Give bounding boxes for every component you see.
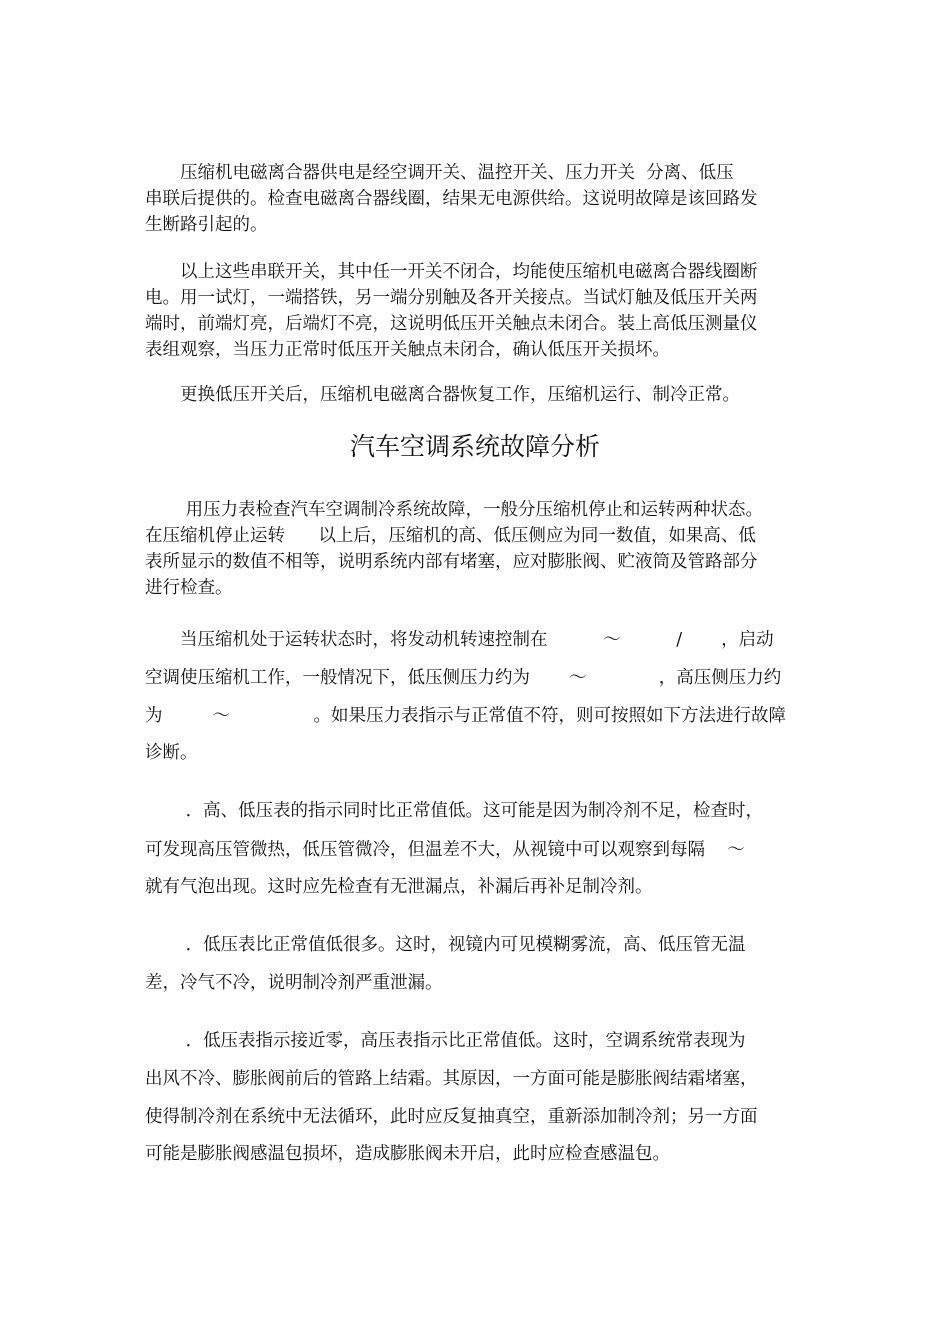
paragraph-2-line-3: 端时，前端灯亮，后端灯不亮，这说明低压开关触点未闭合。装上高低压测量仪	[145, 314, 758, 334]
paragraph-8-line-2: 出风不冷、膨胀阀前后的管路上结霜。其原因，一方面可能是膨胀阀结霜堵塞，	[145, 1069, 758, 1089]
paragraph-6-line-1: ．高、低压表的指示同时比正常值低。这可能是因为制冷剂不足，检查时，	[145, 801, 764, 821]
paragraph-7-line-1: ．低压表比正常值低很多。这时，视镜内可见模糊雾流，高、低压管无温	[145, 935, 746, 955]
paragraph-8-line-4: 可能是膨胀阀感温包损坏，造成膨胀阀未开启，此时应检查感温包。	[145, 1144, 670, 1164]
paragraph-1-line-3: 生断路引起的。	[145, 215, 268, 235]
paragraph-2-line-1: 以上这些串联开关，其中任一开关不闭合，均能使压缩机电磁离合器线圈断	[145, 262, 758, 282]
paragraph-5-line-2: 空调使压缩机工作，一般情况下，低压侧压力约为 ～ ，高压侧压力约	[145, 668, 782, 688]
paragraph-6-line-3: 就有气泡出现。这时应先检查有无泄漏点，补漏后再补足制冷剂。	[145, 877, 653, 897]
paragraph-4-line-2: 在压缩机停止运转 以上后，压缩机的高、低压侧应为同一数值，如果高、低	[145, 526, 756, 546]
paragraph-1-line-1: 压缩机电磁离合器供电是经空调开关、温控开关、压力开关 分离、低压	[145, 163, 734, 183]
paragraph-8-line-3: 使得制冷剂在系统中无法循环，此时应反复抽真空，重新添加制冷剂；另一方面	[145, 1107, 758, 1127]
paragraph-4-line-1: 用压力表检查汽车空调制冷系统故障，一般分压缩机停止和运转两种状态。	[145, 500, 764, 520]
paragraph-5-line-3: 为 ～ 。如果压力表指示与正常值不符，则可按照如下方法进行故障	[145, 706, 787, 726]
paragraph-5-line-4: 诊断。	[145, 743, 198, 763]
paragraph-4-line-3: 表所显示的数值不相等，说明系统内部有堵塞，应对膨胀阀、贮液筒及管路部分	[145, 552, 758, 572]
paragraph-7-line-2: 差，冷气不冷，说明制冷剂严重泄漏。	[145, 973, 443, 993]
paragraph-5-line-1: 当压缩机处于运转状态时，将发动机转速控制在 ～ / ，启动	[145, 630, 774, 650]
section-title: 汽车空调系统故障分析	[349, 432, 600, 461]
paragraph-2-line-4: 表组观察，当压力正常时低压开关触点未闭合，确认低压开关损坏。	[145, 340, 670, 360]
paragraph-8-line-1: ．低压表指示接近零，高压表指示比正常值低。这时，空调系统常表现为	[145, 1031, 746, 1051]
paragraph-1-line-2: 串联后提供的。检查电磁离合器线圈，结果无电源供给。这说明故障是该回路发	[145, 189, 758, 209]
paragraph-3-line-1: 更换低压开关后，压缩机电磁离合器恢复工作，压缩机运行、制冷正常。	[145, 385, 740, 405]
paragraph-2-line-2: 电。用一试灯，一端搭铁，另一端分别触及各开关接点。当试灯触及低压开关两	[145, 288, 758, 308]
paragraph-4-line-4: 进行检查。	[145, 578, 233, 598]
paragraph-6-line-2: 可发现高压管微热，低压管微冷，但温差不大，从视镜中可以观察到每隔 ～	[145, 840, 745, 860]
